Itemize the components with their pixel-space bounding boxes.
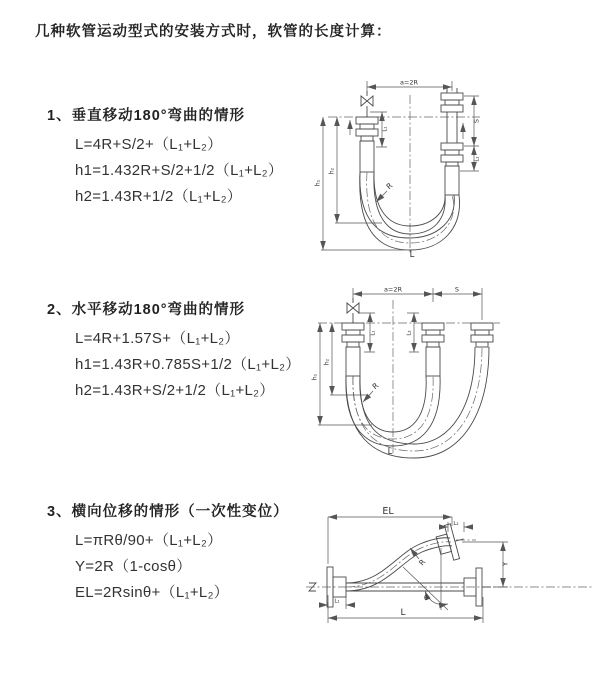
length-label: L [387,447,393,457]
dim-label-l1: L₁ [382,126,389,132]
formula: h1=1.432R+S/2+1/2（L₁+L₂） [75,162,284,179]
section-1-heading: 1、垂直移动180°弯曲的情形 [47,108,246,124]
page-title: 几种软管运动型式的安装方式时，软管的长度计算： [35,24,392,40]
hose-braid [445,166,459,195]
dimension-el [328,517,452,564]
radius-label: R [416,557,428,568]
u-bend-hose [360,172,460,250]
left-flange [342,323,364,347]
radius-label: R [384,180,395,192]
dim-label-a2r: a=2R [383,285,403,294]
diagram1-labels [315,79,481,261]
dimension-a2r [353,285,482,320]
section-3 [47,502,289,606]
dim-label-h2: h₂ [328,167,336,175]
dim-label-l2: L₂ [453,521,459,527]
dim-label-l1: L₁ [370,330,377,336]
dimension-h2 [335,117,382,223]
length-label: L [409,250,415,260]
left-flange [356,117,378,141]
u-bend-hose [346,347,489,458]
section-1 [47,106,283,210]
section-2-heading: 2、水平移动180°弯曲的情形 [47,302,246,318]
hose-centerline [353,347,482,451]
formula: Y=2R（1-cosθ） [75,558,192,575]
formula: EL=2Rsinθ+（L₁+L₂） [75,584,229,601]
formula: h2=1.43R+S/2+1/2（L₁+L₂） [75,382,275,399]
hose-braid [346,347,360,376]
dim-label-a2r: a=2R [399,78,419,87]
middle-flange [422,323,444,347]
diagram-lateral-displacement [300,498,600,658]
right-pipe [441,88,463,166]
right-flange [471,323,493,347]
section-3-heading: 3、横向位移的情形（一次性变位） [47,504,289,520]
valve-icon [361,91,373,117]
theta-label: θ [424,594,428,602]
radius-leader [376,191,387,202]
hose-braid [426,347,440,376]
diagram-vertical-180-bend [310,75,600,260]
dimension-h2 [330,323,366,395]
dim-label-l: L [400,608,406,618]
dim-label-l1: L₁ [334,598,340,605]
hose-braid [360,141,374,172]
dim-label-s: S [472,118,481,124]
dim-label-l2: L₂ [474,156,481,162]
dim-label-h1: h₁ [311,373,319,381]
dim-label-s: S [454,285,460,294]
formula: L=4R+1.57S+（L₁+L₂） [75,330,240,347]
formula: h2=1.43R+1/2（L₁+L₂） [75,188,243,205]
dim-label-l2: L₂ [406,330,413,336]
section-2 [47,300,301,404]
dim-label-y: Y [501,561,510,567]
dim-label-h2: h₂ [323,358,331,366]
valve-icon [347,298,359,323]
diagram-horizontal-180-bend [310,282,600,462]
dim-label-h1: h₁ [314,179,322,187]
radius-leader [363,391,373,402]
radius-label: R [370,380,381,392]
hose-centerline [346,542,451,587]
dim-label-el: EL [382,506,394,517]
formula: L=πRθ/90+（L₁+L₂） [75,532,223,549]
formula: L=4R+S/2+（L₁+L₂） [75,136,223,153]
formula: h1=1.43R+0.785S+1/2（L₁+L₂） [75,356,301,373]
